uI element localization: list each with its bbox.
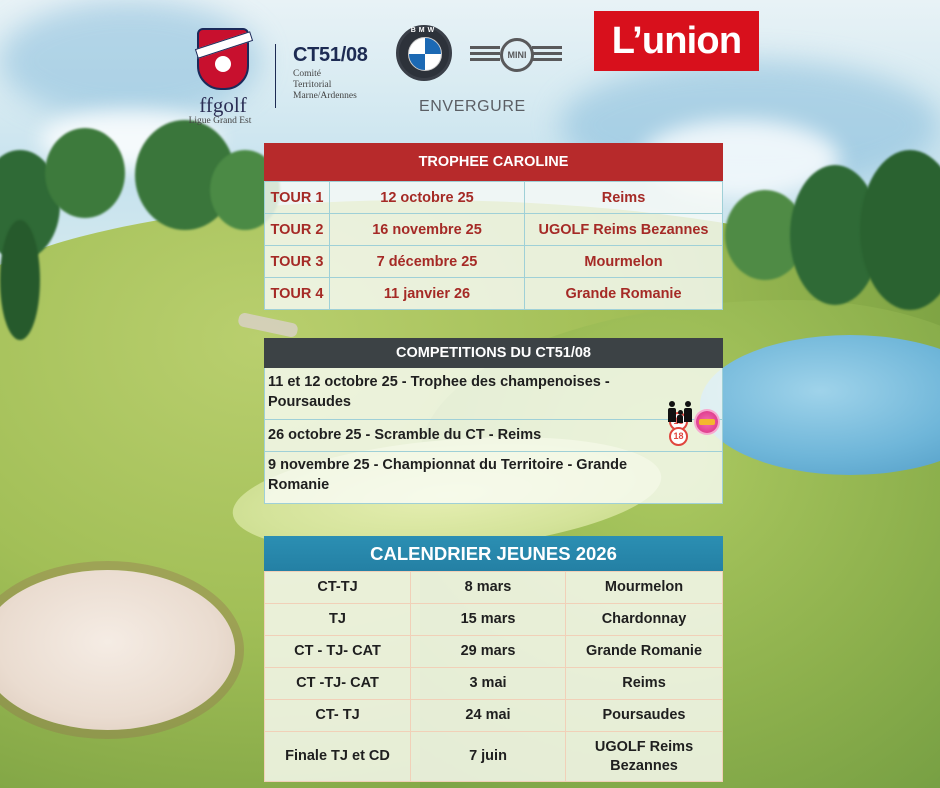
date-cell: 16 novembre 25: [330, 214, 525, 246]
table-row: [265, 636, 723, 668]
ffgolf-wordmark: ffgolf: [199, 93, 247, 117]
category-cell: Finale TJ et CD: [265, 732, 411, 782]
trophee-caroline-title: TROPHEE CAROLINE: [264, 143, 723, 181]
date-cell: 3 mai: [411, 668, 566, 700]
tour-cell: TOUR 2: [265, 214, 330, 246]
category-cell: CT -TJ- CAT: [265, 668, 411, 700]
ct51-title: CT51/08: [293, 44, 368, 66]
table-row: [265, 668, 723, 700]
category-cell: CT- TJ: [265, 700, 411, 732]
ffgolf-shield-icon: [197, 28, 249, 90]
date-cell: 29 mars: [411, 636, 566, 668]
venue-cell: Grande Romanie: [566, 636, 723, 668]
competitions-panel: [264, 338, 723, 504]
ct51-subtitle: [293, 69, 368, 102]
family-icon: [667, 401, 695, 425]
table-row: [265, 732, 723, 782]
ct51-subtitle-line: Marne/Ardennes: [293, 91, 357, 101]
category-cell: CT - TJ- CAT: [265, 636, 411, 668]
mini-logo-text: MINI: [500, 38, 534, 72]
ct51-logo: [293, 44, 368, 102]
venue-cell: Mourmelon: [566, 572, 723, 604]
table-row: [265, 182, 723, 214]
calendrier-jeunes-table: [264, 571, 723, 782]
date-cell: 11 janvier 26: [330, 278, 525, 310]
venue-cell: Mourmelon: [525, 246, 723, 278]
competitions-list: [264, 368, 723, 504]
calendrier-jeunes-title: CALENDRIER JEUNES 2026: [264, 536, 723, 571]
competition-text: 9 novembre 25 - Championnat du Territoire - Grande Romanie: [268, 457, 628, 493]
competition-text: 11 et 12 octobre 25 - Trophee des champenoises - Poursaudes: [268, 374, 610, 410]
logo-divider: [275, 44, 276, 108]
date-cell: 7 décembre 25: [330, 246, 525, 278]
table-row: [265, 214, 723, 246]
date-cell: 12 octobre 25: [330, 182, 525, 214]
category-cell: CT-TJ: [265, 572, 411, 604]
competitions-title: COMPETITIONS DU CT51/08: [264, 338, 723, 368]
ct51-subtitle-line: Territorial: [293, 80, 332, 90]
bmw-logo-text: BMW: [410, 27, 438, 34]
date-cell: 7 juin: [411, 732, 566, 782]
venue-cell: Reims: [525, 182, 723, 214]
venue-cell: Grande Romanie: [525, 278, 723, 310]
tour-cell: TOUR 3: [265, 246, 330, 278]
date-cell: 8 mars: [411, 572, 566, 604]
date-cell: 15 mars: [411, 604, 566, 636]
venue-cell: Chardonnay: [566, 604, 723, 636]
mini-logo-icon: [470, 36, 562, 74]
ffgolf-subtitle: Ligue Grand Est: [188, 116, 252, 126]
trophee-caroline-table: [264, 181, 723, 310]
list-item: [264, 420, 723, 452]
category-cell: TJ: [265, 604, 411, 636]
trophee-caroline-panel: [264, 143, 723, 310]
table-row: [265, 278, 723, 310]
18-trous-icon: 18: [669, 427, 688, 446]
date-cell: 24 mai: [411, 700, 566, 732]
tour-cell: TOUR 4: [265, 278, 330, 310]
venue-cell: Poursaudes: [566, 700, 723, 732]
bmw-logo-icon: [396, 25, 452, 81]
ct51-subtitle-line: Comité: [293, 69, 321, 79]
list-item: [264, 452, 723, 504]
table-row: [265, 604, 723, 636]
competition-text: 26 octobre 25 - Scramble du CT - Reims: [268, 427, 542, 443]
envergure-logo: ENVERGURE: [419, 98, 526, 115]
ffgolf-logo: [184, 28, 262, 127]
tour-cell: TOUR 1: [265, 182, 330, 214]
venue-cell: UGOLF Reims Bezannes: [525, 214, 723, 246]
lunion-logo: L’union: [594, 11, 759, 71]
calendrier-jeunes-panel: [264, 536, 723, 782]
list-item: [264, 368, 723, 420]
table-row: [265, 572, 723, 604]
table-row: [265, 700, 723, 732]
venue-cell: Reims: [566, 668, 723, 700]
table-row: [265, 246, 723, 278]
venue-cell: UGOLF Reims Bezannes: [566, 732, 723, 782]
